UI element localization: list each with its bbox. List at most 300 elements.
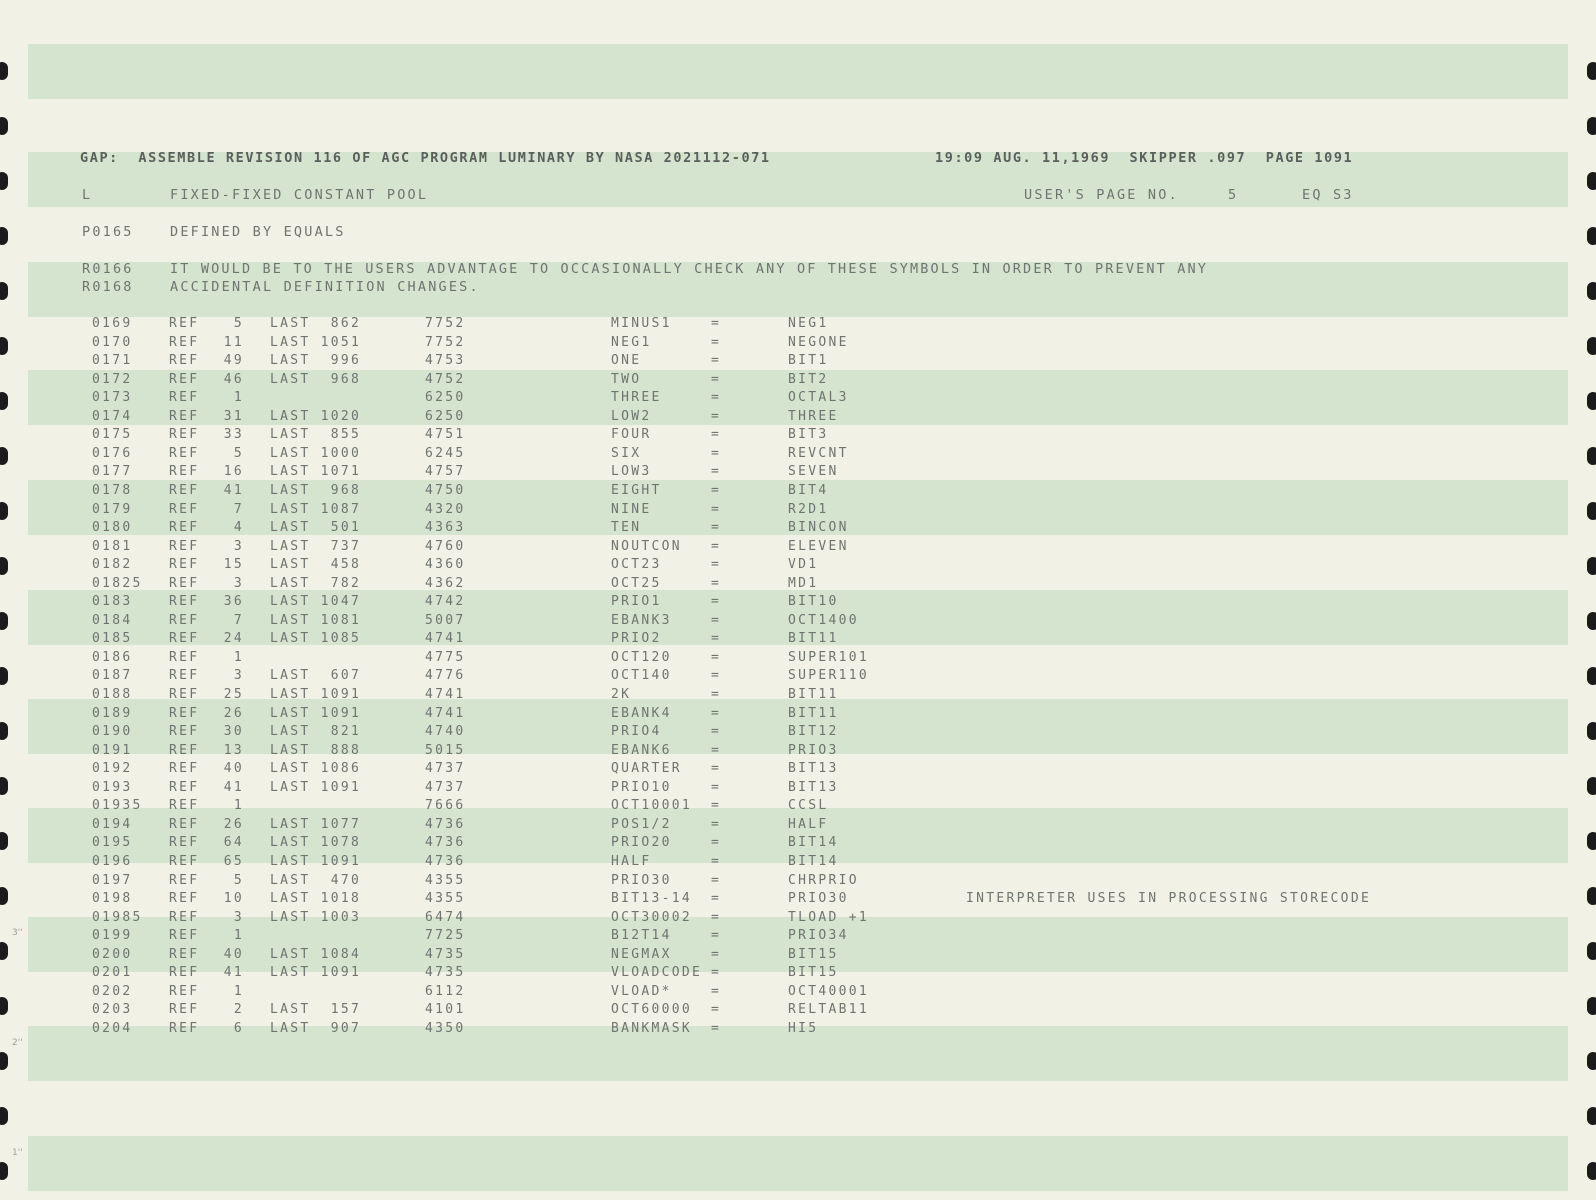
table-row (0, 928, 1596, 947)
cell-seq: 0198 (92, 891, 133, 907)
cell-last: LAST 458 (270, 557, 362, 573)
table-row (0, 687, 1596, 706)
cell-addr: 6245 (425, 445, 466, 461)
cell-seq: 01935 (92, 798, 143, 814)
cell-ref: REF (169, 779, 200, 795)
cell-count: 40 (223, 946, 244, 962)
cell-count: 65 (223, 853, 244, 869)
cell-addr: 6474 (425, 909, 466, 925)
cell-count: 5 (233, 445, 244, 461)
cell-ref: REF (169, 316, 200, 331)
cell-last: LAST 1085 (270, 631, 362, 647)
cell-ref: REF (169, 872, 200, 888)
table-row (0, 947, 1596, 966)
cell-def: BIT12 (788, 724, 839, 740)
cell-count: 7 (233, 501, 244, 517)
cell-last: LAST 996 (270, 353, 362, 369)
cell-def: SUPER101 (788, 649, 870, 665)
cell-count: 1 (233, 928, 244, 944)
table-row (0, 613, 1596, 632)
cell-sym: EBANK3 (611, 612, 672, 628)
cell-def: CCSL (788, 798, 829, 814)
cell-sym: MINUS1 (611, 316, 672, 331)
cell-addr: 5007 (425, 612, 466, 628)
cell-sym: OCT60000 (611, 1002, 693, 1018)
cell-count: 33 (223, 427, 244, 443)
table-row (0, 335, 1596, 354)
margin-mark: 2'' (12, 1038, 23, 1048)
cell-ref: REF (169, 482, 200, 498)
cell-seq: 0177 (92, 464, 133, 480)
cell-sym: EBANK4 (611, 705, 672, 721)
table-row (0, 557, 1596, 576)
cell-eq: = (711, 445, 722, 461)
cell-eq: = (711, 334, 722, 350)
cell-sym: BIT13-14 (611, 891, 693, 907)
cell-seq: 0180 (92, 520, 133, 536)
cell-eq: = (711, 390, 722, 406)
cell-eq: = (711, 779, 722, 795)
cell-count: 25 (223, 687, 244, 702)
table-row (0, 427, 1596, 446)
cell-ref: REF (169, 761, 200, 777)
cell-seq: 0199 (92, 928, 133, 944)
cell-addr: 7725 (425, 928, 466, 944)
table-row (0, 650, 1596, 669)
cell-sym: PRIO30 (611, 872, 672, 888)
cell-addr: 4320 (425, 501, 466, 517)
cell-sym: VLOADCODE (611, 965, 703, 981)
cell-sym: QUARTER (611, 761, 682, 777)
cell-sym: NEGMAX (611, 946, 672, 962)
cell-last: LAST 855 (270, 427, 362, 443)
comment-seq: R0168 (82, 279, 134, 295)
cell-sym: VLOAD* (611, 983, 672, 999)
cell-eq: = (711, 724, 722, 740)
cell-addr: 7752 (425, 316, 466, 331)
cell-addr: 4362 (425, 575, 466, 591)
table-row (0, 483, 1596, 502)
cell-count: 30 (223, 724, 244, 740)
header-line-1-left: GAP: ASSEMBLE REVISION 116 OF AGC PROGRAM LUMINARY BY NASA 2021112-071 (80, 150, 771, 166)
cell-seq: 0178 (92, 482, 133, 498)
cell-eq: = (711, 520, 722, 536)
cell-seq: 0196 (92, 853, 133, 869)
cell-eq: = (711, 575, 722, 591)
cell-eq: = (711, 501, 722, 517)
cell-addr: 7666 (425, 798, 466, 814)
cell-addr: 4735 (425, 965, 466, 981)
cell-addr: 6250 (425, 408, 466, 424)
cell-ref: REF (169, 501, 200, 517)
cell-def: BIT11 (788, 687, 839, 702)
table-row (0, 464, 1596, 483)
cell-last: LAST 607 (270, 668, 362, 684)
cell-ref: REF (169, 965, 200, 981)
cell-last: LAST 1071 (270, 464, 362, 480)
cell-def: BIT11 (788, 705, 839, 721)
table-row (0, 891, 1596, 910)
cell-sym: PRIO4 (611, 724, 662, 740)
cell-ref: REF (169, 557, 200, 573)
table-row (0, 817, 1596, 836)
cell-count: 16 (223, 464, 244, 480)
feed-hole (1587, 282, 1596, 300)
cell-ref: REF (169, 631, 200, 647)
table-row (0, 372, 1596, 391)
cell-count: 41 (223, 965, 244, 981)
cell-sym: EBANK6 (611, 742, 672, 758)
cell-count: 64 (223, 835, 244, 851)
cell-count: 26 (223, 816, 244, 832)
cell-count: 6 (233, 1020, 244, 1036)
cell-ref: REF (169, 724, 200, 740)
feed-hole (1587, 172, 1596, 190)
cell-last: LAST 1051 (270, 334, 362, 350)
cell-addr: 6112 (425, 983, 466, 999)
comment-seq: P0165 (82, 224, 134, 240)
cell-eq: = (711, 408, 722, 424)
cell-last: LAST 1087 (270, 501, 362, 517)
cell-ref: REF (169, 538, 200, 554)
cell-def: NEG1 (788, 316, 829, 331)
cell-count: 36 (223, 594, 244, 610)
cell-sym: PRIO2 (611, 631, 662, 647)
cell-seq: 0184 (92, 612, 133, 628)
cell-def: SEVEN (788, 464, 839, 480)
cell-last: LAST 1020 (270, 408, 362, 424)
cell-def: PRIO34 (788, 928, 849, 944)
cell-eq: = (711, 371, 722, 387)
cell-ref: REF (169, 1020, 200, 1036)
cell-addr: 4735 (425, 946, 466, 962)
cell-eq: = (711, 687, 722, 702)
cell-eq: = (711, 649, 722, 665)
cell-ref: REF (169, 334, 200, 350)
cell-seq: 0200 (92, 946, 133, 962)
cell-addr: 4741 (425, 631, 466, 647)
table-row (0, 835, 1596, 854)
cell-last: LAST 968 (270, 482, 362, 498)
table-row (0, 780, 1596, 799)
cell-seq: 0181 (92, 538, 133, 554)
cell-count: 1 (233, 649, 244, 665)
cell-ref: REF (169, 445, 200, 461)
cell-ref: REF (169, 705, 200, 721)
cell-seq: 0201 (92, 965, 133, 981)
cell-eq: = (711, 909, 722, 925)
cell-last: LAST 821 (270, 724, 362, 740)
cell-last: LAST 470 (270, 872, 362, 888)
cell-count: 5 (233, 872, 244, 888)
cell-count: 13 (223, 742, 244, 758)
cell-last: LAST 968 (270, 371, 362, 387)
cell-seq: 0190 (92, 724, 133, 740)
feed-hole (0, 62, 8, 80)
cell-last: LAST 501 (270, 520, 362, 536)
cell-seq: 0174 (92, 408, 133, 424)
cell-seq: 0179 (92, 501, 133, 517)
cell-ref: REF (169, 520, 200, 536)
cell-eq: = (711, 928, 722, 944)
cell-sym: PRIO10 (611, 779, 672, 795)
cell-def: BIT10 (788, 594, 839, 610)
cell-last: LAST 1077 (270, 816, 362, 832)
cell-ref: REF (169, 798, 200, 814)
table-row (0, 390, 1596, 409)
cell-addr: 4742 (425, 594, 466, 610)
cell-last: LAST 1078 (270, 835, 362, 851)
cell-def: VD1 (788, 557, 819, 573)
header-line-2-left: L (82, 187, 93, 203)
cell-eq: = (711, 798, 722, 814)
cell-seq: 0195 (92, 835, 133, 851)
feed-hole (0, 282, 8, 300)
cell-seq: 0185 (92, 631, 133, 647)
table-row (0, 594, 1596, 613)
cell-eq: = (711, 668, 722, 684)
table-row (0, 724, 1596, 743)
cell-ref: REF (169, 983, 200, 999)
table-row (0, 576, 1596, 595)
cell-last: LAST 1091 (270, 687, 362, 702)
table-row (0, 520, 1596, 539)
cell-ref: REF (169, 575, 200, 591)
cell-def: BIT4 (788, 482, 829, 498)
cell-sym: FOUR (611, 427, 652, 443)
cell-def: BIT15 (788, 965, 839, 981)
cell-seq: 01825 (92, 575, 143, 591)
cell-addr: 4363 (425, 520, 466, 536)
cell-last: LAST 1084 (270, 946, 362, 962)
cell-ref: REF (169, 742, 200, 758)
margin-mark: 1'' (12, 1148, 23, 1158)
cell-addr: 7752 (425, 334, 466, 350)
cell-eq: = (711, 965, 722, 981)
cell-addr: 4757 (425, 464, 466, 480)
cell-eq: = (711, 557, 722, 573)
cell-seq: 0189 (92, 705, 133, 721)
section-title: FIXED-FIXED CONSTANT POOL (170, 187, 429, 203)
table-row (0, 910, 1596, 929)
cell-addr: 4760 (425, 538, 466, 554)
cell-sym: EIGHT (611, 482, 662, 498)
cell-def: BIT15 (788, 946, 839, 962)
table-row (0, 539, 1596, 558)
cell-seq: 0176 (92, 445, 133, 461)
feed-hole (0, 1162, 8, 1180)
cell-count: 11 (223, 334, 244, 350)
cell-eq: = (711, 872, 722, 888)
cell-seq: 0170 (92, 334, 133, 350)
cell-eq: = (711, 427, 722, 443)
cell-count: 41 (223, 482, 244, 498)
cell-count: 40 (223, 761, 244, 777)
cell-count: 7 (233, 612, 244, 628)
cell-def: PRIO30 (788, 891, 849, 907)
cell-ref: REF (169, 464, 200, 480)
cell-def: TLOAD +1 (788, 909, 870, 925)
cell-sym: OCT140 (611, 668, 672, 684)
comment-text: ACCIDENTAL DEFINITION CHANGES. (170, 279, 480, 295)
table-row (0, 502, 1596, 521)
cell-last: LAST 1003 (270, 909, 362, 925)
cell-ref: REF (169, 909, 200, 925)
table-row (0, 409, 1596, 428)
cell-sym: NEG1 (611, 334, 652, 350)
cell-ref: REF (169, 390, 200, 406)
cell-addr: 4775 (425, 649, 466, 665)
cell-last: LAST 1091 (270, 853, 362, 869)
cell-def: OCTAL3 (788, 390, 849, 406)
header-line-1-right: 19:09 AUG. 11,1969 SKIPPER .097 PAGE 1091 (935, 150, 1354, 166)
cell-def: THREE (788, 408, 839, 424)
cell-addr: 4741 (425, 687, 466, 702)
cell-last: LAST 1018 (270, 891, 362, 907)
cell-ref: REF (169, 891, 200, 907)
cell-sym: OCT10001 (611, 798, 693, 814)
table-row (0, 668, 1596, 687)
feed-hole (1587, 1107, 1596, 1125)
cell-sym: TEN (611, 520, 642, 536)
cell-sym: PRIO1 (611, 594, 662, 610)
cell-eq: = (711, 853, 722, 869)
cell-sym: HALF (611, 853, 652, 869)
cell-eq: = (711, 316, 722, 331)
cell-count: 15 (223, 557, 244, 573)
cell-seq: 0187 (92, 668, 133, 684)
cell-def: CHRPRIO (788, 872, 859, 888)
feed-hole (0, 172, 8, 190)
cell-eq: = (711, 594, 722, 610)
cell-def: BIT11 (788, 631, 839, 647)
green-band (28, 44, 1568, 99)
cell-ref: REF (169, 1002, 200, 1018)
cell-last: LAST 1081 (270, 612, 362, 628)
cell-count: 26 (223, 705, 244, 721)
cell-sym: THREE (611, 390, 662, 406)
cell-count: 3 (233, 909, 244, 925)
cell-def: HALF (788, 816, 829, 832)
cell-sym: LOW2 (611, 408, 652, 424)
cell-count: 41 (223, 779, 244, 795)
comment-text: DEFINED BY EQUALS (170, 224, 346, 240)
cell-addr: 4355 (425, 872, 466, 888)
cell-seq: 0172 (92, 371, 133, 387)
cell-last: LAST 1091 (270, 965, 362, 981)
table-row (0, 1021, 1596, 1040)
cell-addr: 4737 (425, 779, 466, 795)
cell-ref: REF (169, 853, 200, 869)
cell-count: 1 (233, 798, 244, 814)
cell-ref: REF (169, 946, 200, 962)
cell-ref: REF (169, 594, 200, 610)
cell-def: BIT14 (788, 853, 839, 869)
cell-ref: REF (169, 928, 200, 944)
cell-addr: 5015 (425, 742, 466, 758)
comment-seq: R0166 (82, 261, 134, 277)
cell-sym: OCT23 (611, 557, 662, 573)
margin-mark: 3'' (12, 928, 23, 938)
cell-sym: ONE (611, 353, 642, 369)
cell-sym: LOW3 (611, 464, 652, 480)
cell-addr: 4776 (425, 668, 466, 684)
cell-last: LAST 1091 (270, 705, 362, 721)
cell-sym: BANKMASK (611, 1020, 693, 1036)
cell-count: 24 (223, 631, 244, 647)
cell-def: REVCNT (788, 445, 849, 461)
cell-eq: = (711, 835, 722, 851)
cell-def: SUPER110 (788, 668, 870, 684)
table-row (0, 353, 1596, 372)
table-row (0, 854, 1596, 873)
cell-last: LAST 157 (270, 1002, 362, 1018)
cell-ref: REF (169, 427, 200, 443)
table-row (0, 1002, 1596, 1021)
cell-seq: 0171 (92, 353, 133, 369)
cell-last: LAST 782 (270, 575, 362, 591)
cell-seq: 0194 (92, 816, 133, 832)
cell-addr: 4741 (425, 705, 466, 721)
cell-eq: = (711, 612, 722, 628)
table-row (0, 631, 1596, 650)
cell-last: LAST 1091 (270, 779, 362, 795)
cell-last: LAST 737 (270, 538, 362, 554)
cell-ref: REF (169, 408, 200, 424)
cell-def: R2D1 (788, 501, 829, 517)
cell-ref: REF (169, 668, 200, 684)
cell-seq: 0188 (92, 687, 133, 702)
cell-addr: 4350 (425, 1020, 466, 1036)
cell-seq: 0183 (92, 594, 133, 610)
cell-count: 3 (233, 538, 244, 554)
users-page-label: USER'S PAGE NO. (1024, 187, 1179, 203)
table-row (0, 446, 1596, 465)
cell-count: 31 (223, 408, 244, 424)
feed-hole (0, 1052, 8, 1070)
cell-seq: 0203 (92, 1002, 133, 1018)
feed-hole (0, 117, 8, 135)
cell-seq: 0186 (92, 649, 133, 665)
cell-addr: 4750 (425, 482, 466, 498)
cell-sym: PRIO20 (611, 835, 672, 851)
cell-eq: = (711, 353, 722, 369)
cell-seq: 0202 (92, 983, 133, 999)
cell-seq: 0204 (92, 1020, 133, 1036)
cell-count: 49 (223, 353, 244, 369)
cell-ref: REF (169, 371, 200, 387)
cell-ref: REF (169, 816, 200, 832)
cell-sym: OCT120 (611, 649, 672, 665)
cell-ref: REF (169, 835, 200, 851)
cell-sym: NINE (611, 501, 652, 517)
cell-def: MD1 (788, 575, 819, 591)
cell-eq: = (711, 816, 722, 832)
eq-marker: EQ S3 (1302, 187, 1354, 203)
cell-count: 2 (233, 1002, 244, 1018)
cell-ref: REF (169, 612, 200, 628)
table-row (0, 761, 1596, 780)
green-band (28, 1136, 1568, 1191)
cell-count: 10 (223, 891, 244, 907)
table-row (0, 984, 1596, 1003)
cell-eq: = (711, 946, 722, 962)
table-row (0, 316, 1596, 335)
cell-ref: REF (169, 687, 200, 702)
cell-addr: 4740 (425, 724, 466, 740)
cell-sym: POS1/2 (611, 816, 672, 832)
cell-addr: 4736 (425, 853, 466, 869)
